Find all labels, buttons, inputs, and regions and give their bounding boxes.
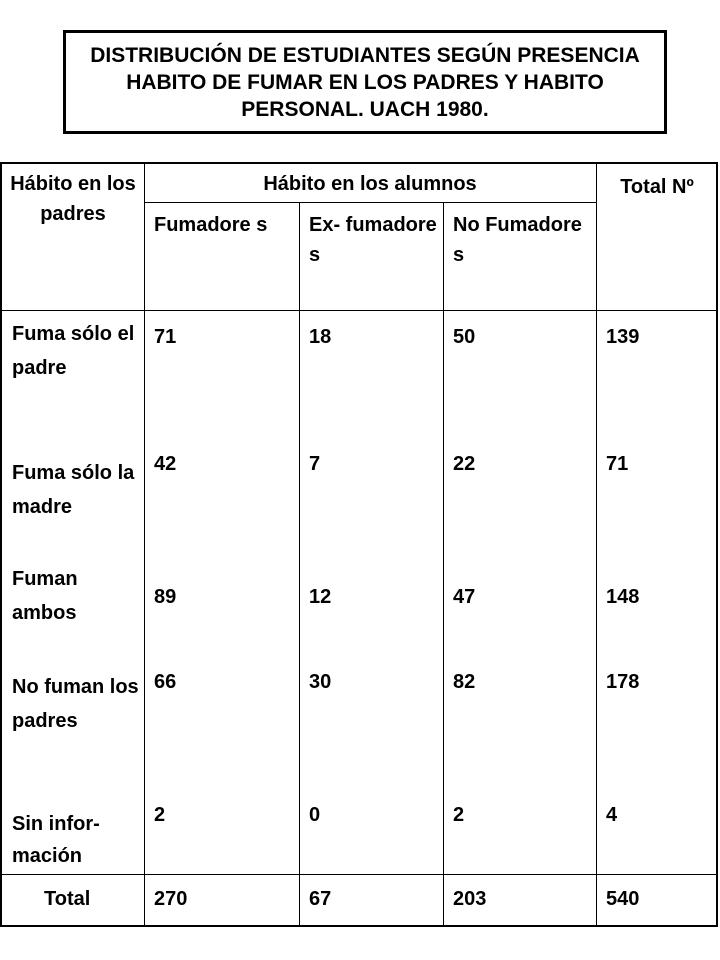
row-divider <box>2 310 716 311</box>
total-smokers: 270 <box>154 888 188 910</box>
cell-smokers: 66 <box>154 671 177 693</box>
header-parents-habit: Hábito en los padres <box>10 173 136 225</box>
row-label: Sin infor- mación <box>12 813 100 867</box>
total-row-label: Total <box>44 888 91 910</box>
cell-non-smokers: 2 <box>453 804 465 826</box>
cell-ex-smokers: 7 <box>309 453 321 475</box>
cell-total: 4 <box>606 804 618 826</box>
data-table <box>0 162 718 927</box>
header-non-smokers: No Fumadore s <box>453 214 582 266</box>
cell-ex-smokers: 18 <box>309 326 332 348</box>
row-label: No fuman los padres <box>12 676 139 732</box>
cell-total: 178 <box>606 671 640 693</box>
total-grand: 540 <box>606 888 640 910</box>
cell-non-smokers: 22 <box>453 453 476 475</box>
cell-ex-smokers: 12 <box>309 586 332 608</box>
cell-ex-smokers: 0 <box>309 804 321 826</box>
cell-smokers: 71 <box>154 326 177 348</box>
cell-smokers: 89 <box>154 586 177 608</box>
col-divider <box>144 164 145 927</box>
row-label: Fuman ambos <box>12 568 78 624</box>
header-students-habit: Hábito en los alumnos <box>263 173 477 195</box>
cell-smokers: 2 <box>154 804 166 826</box>
cell-total: 148 <box>606 586 640 608</box>
col-divider <box>596 164 597 927</box>
cell-non-smokers: 47 <box>453 586 476 608</box>
total-ex-smokers: 67 <box>309 888 332 910</box>
header-total: Total Nº <box>620 176 694 198</box>
cell-smokers: 42 <box>154 453 177 475</box>
row-divider <box>2 874 716 875</box>
cell-non-smokers: 50 <box>453 326 476 348</box>
table-title-text: DISTRIBUCIÓN DE ESTUDIANTES SEGÚN PRESENCIA HABITO DE FUMAR EN LOS PADRES Y HABITO PERSONAL. UACH 1980. <box>90 43 640 121</box>
total-non-smokers: 203 <box>453 888 487 910</box>
header-ex-smokers: Ex- fumadore s <box>309 214 437 266</box>
cell-non-smokers: 82 <box>453 671 476 693</box>
cell-ex-smokers: 30 <box>309 671 332 693</box>
header-smokers: Fumadore s <box>154 214 268 236</box>
table-title <box>63 30 667 134</box>
row-label: Fuma sólo el padre <box>12 323 135 379</box>
cell-total: 139 <box>606 326 640 348</box>
cell-total: 71 <box>606 453 629 475</box>
row-divider <box>144 202 596 203</box>
row-label: Fuma sólo la madre <box>12 462 135 518</box>
